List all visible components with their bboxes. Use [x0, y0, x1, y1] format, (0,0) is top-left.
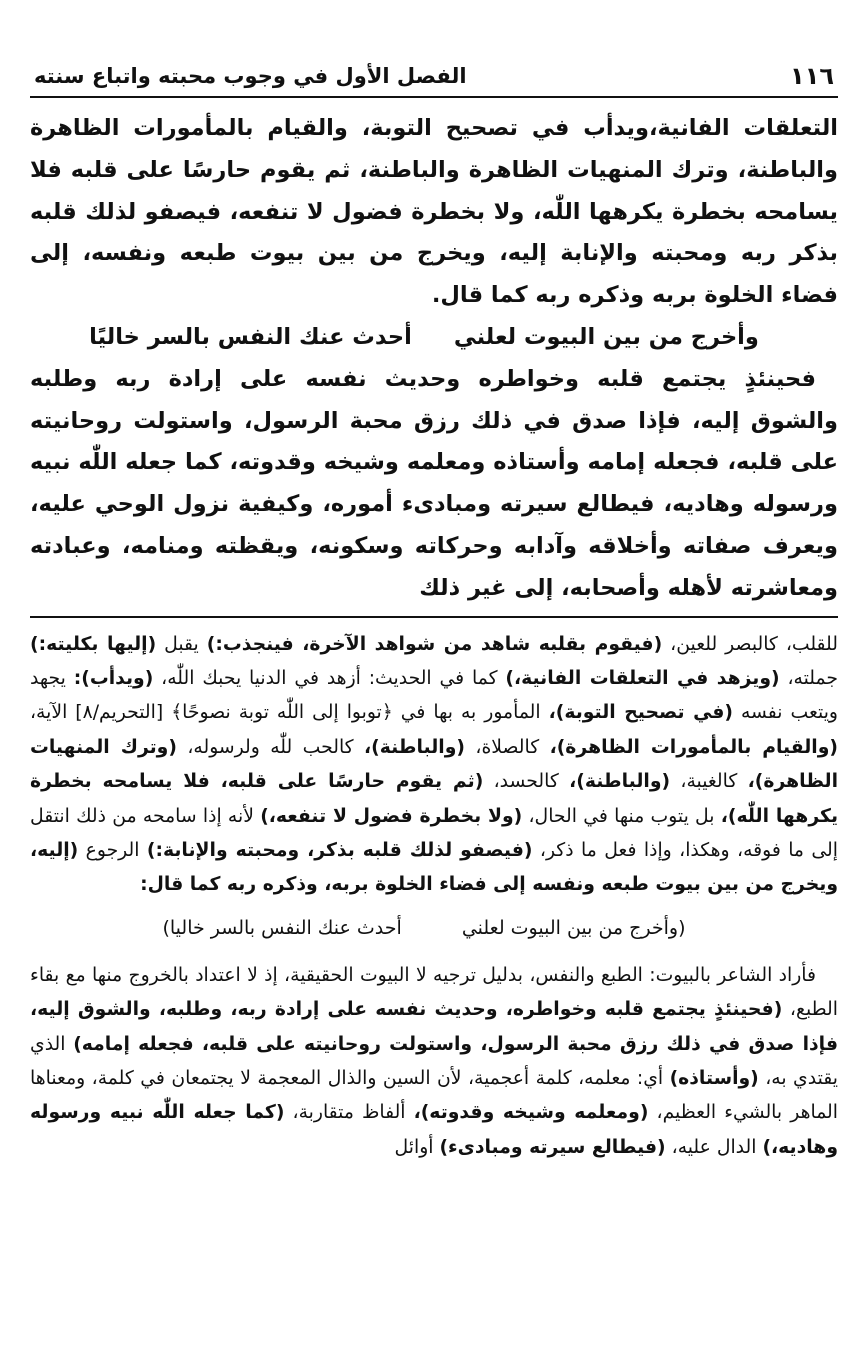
verse-second-hemistich: أحدث عنك النفس بالسر خاليا) [162, 916, 402, 939]
commentary-quote: (فيطالع سيرته ومبادىء) [439, 1136, 666, 1158]
commentary-quote: (ويدأب): [73, 667, 154, 689]
commentary-quote: (فحينئذٍ يجتمع قلبه وخواطره، وحديث نفسه على إرادة ربه، وطلبه، والشوق إليه، فإذا صدق في ذلك رزق محبة الرسول، واستولت روحانيته على قلبه، فجعله إمامه) [30, 999, 838, 1055]
running-title: الفصل الأول في وجوب محبته واتباع سنته [34, 64, 467, 88]
commentary-quote: (والقيام بالمأمورات الظاهرة)، [549, 736, 838, 758]
page-number: ١١٦ [790, 62, 834, 90]
verse-first-hemistich: (وأخرج من بين البيوت لعلني [461, 916, 686, 939]
main-paragraph-1: التعلقات الفانية،ويدأب في تصحيح التوبة، والقيام بالمأمورات الظاهرة والباطنة، وترك المنهيات الظاهرة والباطنة، ثم يقوم حارسًا على قلبه فلا يسامحه بخطرة يكرهها اللّٰه، ولا بخطرة فضول لا تنفعه، فيصفو لذلك قلبه بذكر ربه ومحبته والإنابة إليه، ويخرج من بين بيوت طبعه ونفسه، إلى فضاء الخلوة بربه وذكره ربه كما قال. [30, 115, 838, 309]
commentary-quote: (والباطنة)، [569, 771, 671, 793]
commentary-text: أي: معلمه، كلمة أعجمية، لأن السين والذال المعجمة لا يجتمعان في كلمة، ومعناها الماهر بالشيء العظيم، [30, 1068, 838, 1124]
commentary-text: الدال عليه، [665, 1136, 763, 1158]
commentary-divider [30, 616, 838, 618]
commentary-text: كالصلاة، [464, 736, 550, 758]
commentary-text: الذي يقتدي به، [30, 1033, 838, 1090]
commentary-quote: (وأستاذه) [669, 1068, 759, 1090]
main-verse [30, 317, 838, 359]
commentary [30, 628, 838, 1166]
commentary-text: كالحب للّٰه ولرسوله، [176, 736, 365, 758]
commentary-text: كالحسد، [483, 771, 570, 793]
commentary-paragraph-1 [30, 628, 838, 903]
commentary-quote: (ويزهد في التعلقات الفانية،) [505, 667, 780, 689]
commentary-text: كالغيبة، [670, 771, 748, 793]
commentary-text: بل يتوب منها في الحال، [522, 805, 721, 827]
commentary-quote: (فيصفو لذلك قلبه بذكر، ومحبته والإنابة:) [146, 840, 533, 861]
commentary-text: كما في الحديث: أزهد في الدنيا يحبك اللّٰه، [153, 667, 506, 689]
commentary-quote: (ولا بخطرة فضول لا تنفعه،) [260, 805, 523, 827]
commentary-text: المأمور به بها في ﴿توبوا إلى اللّٰه توبة نصوحًا﴾ [التحريم/٨] الآية، [30, 702, 549, 724]
commentary-quote: (إليه، ويخرج من بين بيوت طبعه ونفسه إلى فضاء الخلوة بربه، وذكره ربه كما قال: [30, 840, 838, 896]
commentary-verse [30, 905, 838, 951]
verse-second-hemistich: أحدث عنك النفس بالسر خاليًا [89, 323, 412, 350]
commentary-text: فأراد الشاعر بالبيوت: الطبع والنفس، بدليل ترجيه لا البيوت الحقيقية، إذ لا اعتداد بالخروج منها مع بقاء الطبع، [30, 964, 839, 1021]
main-paragraph-2: فحينئذٍ يجتمع قلبه وخواطره وحديث نفسه على إرادة ربه وطلبه والشوق إليه، فإذا صدق في ذلك رزق محبة الرسول، واستولت روحانيته على قلبه، فجعله إمامه وأستاذه ومعلمه وشيخه وقدوته، كما جعله اللّٰه نبيه ورسوله وهاديه، فيطالع سيرته ومبادىء أموره، وكيفية نزول الوحي عليه، ويعرف صفاته وأخلاقه وآدابه وحركاته وسكونه، ويقظته ومنامه، وعبادته ومعاشرته لأهله وأصحابه، إلى غير ذلك [30, 365, 838, 601]
commentary-text: للقلب، كالبصر للعين، [662, 633, 839, 655]
commentary-paragraph-2 [30, 959, 838, 1165]
commentary-text: الرجوع [78, 840, 147, 861]
commentary-text: لأنه إذا سامحه من ذلك انتقل إلى ما فوقه، وهكذا، وإذا فعل ما ذكر، [30, 805, 838, 861]
commentary-text: أوائل [394, 1136, 440, 1158]
commentary-quote: (وترك المنهيات الظاهرة)، [30, 736, 839, 793]
commentary-text: يجهد ويتعب نفسه [30, 667, 838, 724]
commentary-quote: (ومعلمه وشيخه وقدوته)، [413, 1102, 649, 1124]
page-header [30, 54, 838, 98]
commentary-quote: (كما جعله اللّٰه نبيه ورسوله وهاديه،) [30, 1102, 838, 1158]
commentary-quote: (في تصحيح التوبة)، [548, 702, 733, 724]
verse-first-hemistich: وأخرج من بين البيوت لعلني [453, 323, 759, 350]
commentary-text: يقبل [156, 633, 207, 655]
commentary-quote: (ثم يقوم حارسًا على قلبه، فلا يسامحه بخطرة يكرهها اللّٰه)، [30, 771, 838, 827]
commentary-quote: (فيقوم بقلبه شاهد من شواهد الآخرة، فينجذب:) [206, 633, 663, 655]
commentary-text: جملته، [779, 667, 838, 689]
commentary-quote: (إليها بكليته:) [30, 633, 157, 655]
commentary-text: ألفاظ متقاربة، [284, 1102, 414, 1124]
commentary-quote: (والباطنة)، [364, 736, 465, 758]
main-text [30, 108, 838, 610]
